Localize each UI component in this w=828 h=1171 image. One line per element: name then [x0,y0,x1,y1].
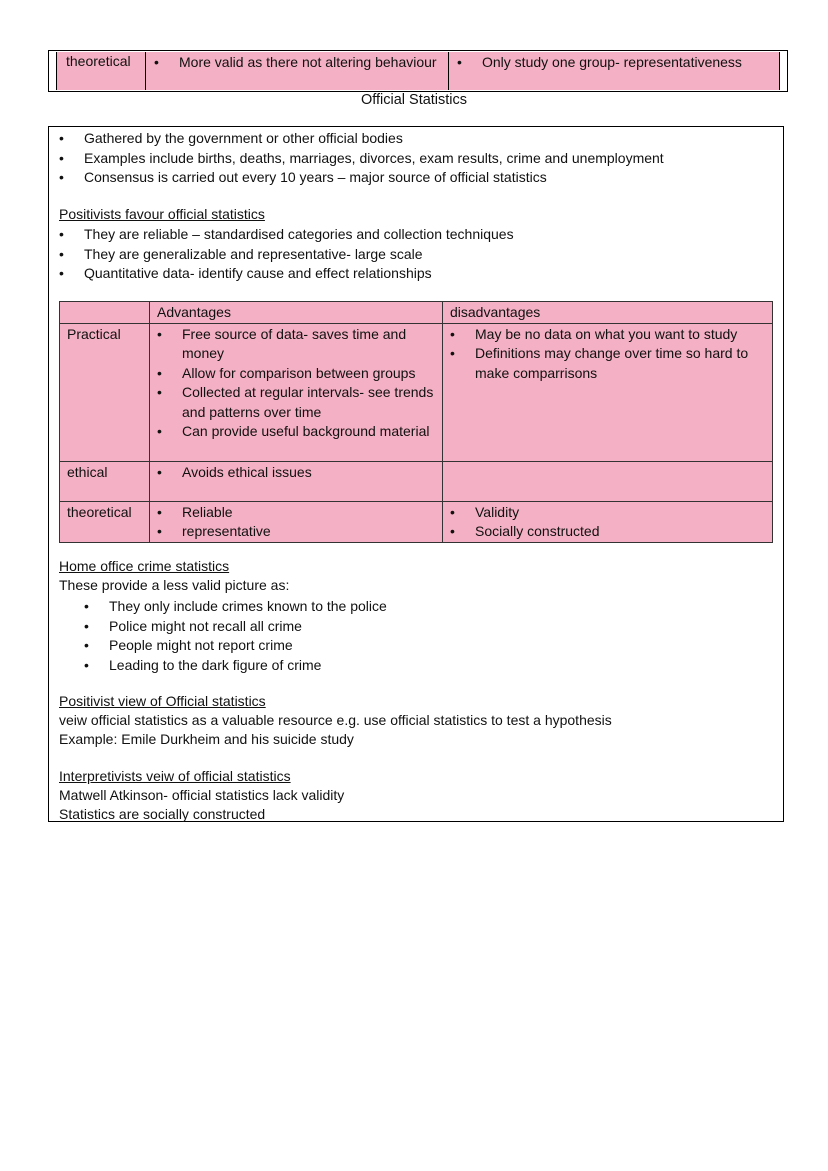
list-item: • Consensus is carried out every 10 years – major source of official statistics [59,168,759,188]
list-item: • Reliable [157,503,435,523]
list-item: • Allow for comparison between groups [157,364,435,384]
positivists-favour-list [59,225,759,284]
intro-list [59,129,759,188]
positivist-view-heading: Positivist view of Official statistics [59,693,266,709]
list-item: • Leading to the dark figure of crime [84,656,684,676]
table-row-label: ethical [60,461,150,501]
table-cell-advantages [150,461,443,501]
positivist-view-line: Example: Emile Durkheim and his suicide study [59,731,354,747]
interpretivist-view-heading: Interpretivists veiw of official statistics [59,768,291,784]
table-row [60,461,773,501]
advantages-disadvantages-table [59,301,773,543]
top-row-disadvantages-cell [449,52,779,90]
list-item: • Definitions may change over time so hard to make comparrisons [450,344,765,383]
interpretivist-view-line: Matwell Atkinson- official statistics lack validity [59,787,345,803]
list-item: • Police might not recall all crime [84,617,684,637]
list-item: • Validity [450,503,765,523]
list-item: • Only study one group- representativeness [457,53,772,73]
list-item: • Gathered by the government or other official bodies [59,129,759,149]
table-row [60,323,773,461]
home-office-heading: Home office crime statistics [59,558,230,574]
table-cell-disadvantages [443,501,773,542]
list-item: • People might not report crime [84,636,684,656]
table-cell-advantages [150,323,443,461]
table-cell-disadvantages [443,461,773,501]
table-cell-disadvantages [443,323,773,461]
table-header-cell: disadvantages [443,302,773,324]
table-cell-advantages [150,501,443,542]
list-item: • Examples include births, deaths, marriages, divorces, exam results, crime and unemployment [59,149,759,169]
top-row-label: theoretical [66,53,131,69]
table-header-cell: Advantages [150,302,443,324]
positivist-view-line: veiw official statistics as a valuable resource e.g. use official statistics to test a hypothesis [59,712,612,728]
section-title: Official Statistics [360,92,468,108]
list-item: • representative [157,522,435,542]
list-item: • Can provide useful background material [157,422,435,442]
home-office-intro: These provide a less valid picture as: [59,577,290,593]
list-item: • Free source of data- saves time and money [157,325,435,364]
table-row [60,501,773,542]
table-header-cell [60,302,150,324]
list-item: • May be no data on what you want to study [450,325,765,345]
interpretivist-view-line: Statistics are socially constructed [59,806,266,822]
top-row-advantages-cell [146,52,449,90]
list-item: • They are generalizable and representative- large scale [59,245,759,265]
top-table-row [56,52,780,90]
positivists-favour-heading: Positivists favour official statistics [59,206,265,222]
list-item: • They only include crimes known to the police [84,597,684,617]
table-row-label: Practical [60,323,150,461]
top-row-label-cell [57,52,146,90]
list-item: • Collected at regular intervals- see trends and patterns over time [157,383,435,422]
top-table-fragment [48,50,788,92]
list-item: • More valid as there not altering behaviour [154,53,441,73]
home-office-list [84,597,684,675]
list-item: • They are reliable – standardised categories and collection techniques [59,225,759,245]
table-row-label: theoretical [60,501,150,542]
table-header-row [60,302,773,324]
list-item: • Socially constructed [450,522,765,542]
list-item: • Quantitative data- identify cause and effect relationships [59,264,759,284]
list-item: • Avoids ethical issues [157,463,435,483]
main-content-box [48,126,784,822]
